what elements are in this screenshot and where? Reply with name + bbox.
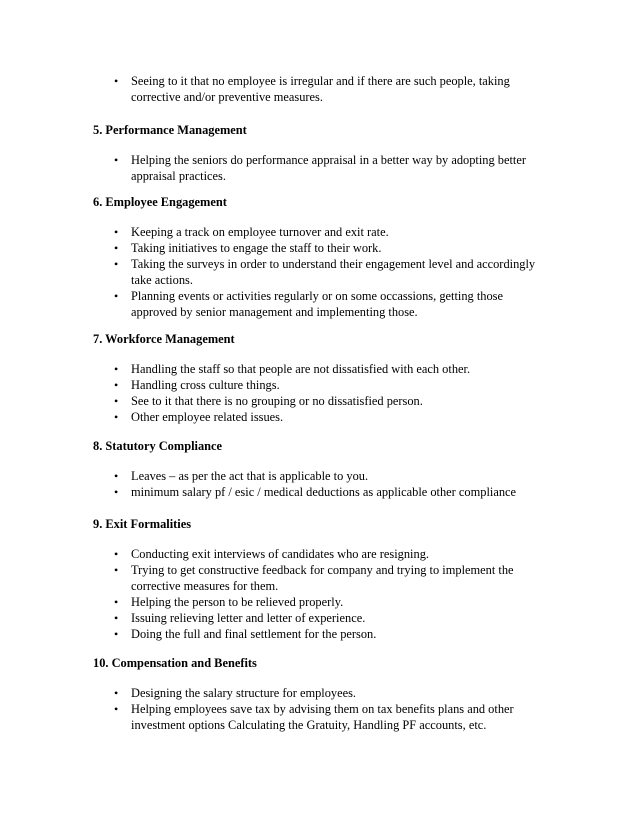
list-item-text: Helping the person to be relieved properly.: [131, 595, 344, 609]
list-item: [93, 594, 551, 610]
section-workforce-management: [93, 331, 553, 425]
list-item-text: minimum salary pf / esic / medical deductions as applicable other compliance: [131, 485, 517, 499]
list-item-text: Helping the seniors do performance appraisal in a better way by adopting better appraisal practices.: [131, 153, 526, 183]
bullet-icon: •: [114, 469, 119, 483]
intro-section: [93, 73, 553, 105]
section-list: [93, 468, 553, 500]
section-exit-formalities: [93, 516, 553, 642]
bullet-icon: •: [114, 362, 119, 376]
list-item: [93, 685, 551, 701]
bullet-icon: •: [114, 702, 119, 716]
section-compensation-benefits: [93, 655, 553, 733]
bullet-icon: •: [114, 394, 119, 408]
list-item-text: Leaves – as per the act that is applicable to you.: [131, 469, 369, 483]
section-list: [93, 361, 553, 425]
list-item-text: Helping employees save tax by advising them on tax benefits plans and other investment options Calculating the Gratuity, Handling PF accounts, etc.: [131, 702, 514, 732]
bullet-icon: •: [114, 241, 119, 255]
list-item-text: Conducting exit interviews of candidates who are resigning.: [131, 547, 429, 561]
bullet-icon: •: [114, 485, 119, 499]
bullet-icon: •: [114, 225, 119, 239]
bullet-icon: •: [114, 257, 119, 271]
list-item: [93, 256, 551, 288]
list-item: [93, 152, 551, 184]
list-item: [93, 701, 551, 733]
bullet-icon: •: [114, 563, 119, 577]
section-heading: 10. Compensation and Benefits: [93, 656, 257, 670]
bullet-icon: •: [114, 378, 119, 392]
list-item: [93, 409, 551, 425]
list-item-text: Planning events or activities regularly or on some occassions, getting those approved by senior management and implementing those.: [131, 289, 503, 319]
list-item-text: Designing the salary structure for employees.: [131, 686, 357, 700]
bullet-icon: •: [114, 289, 119, 303]
section-heading: 8. Statutory Compliance: [93, 439, 223, 453]
list-item-text: Trying to get constructive feedback for company and trying to implement the corrective measures for them.: [131, 563, 514, 593]
section-heading: 6. Employee Engagement: [93, 195, 227, 209]
list-item-text: Issuing relieving letter and letter of experience.: [131, 611, 366, 625]
list-item: [93, 361, 551, 377]
list-item-text: Handling the staff so that people are not dissatisfied with each other.: [131, 362, 471, 376]
bullet-icon: •: [114, 627, 119, 641]
list-item: [93, 224, 551, 240]
section-heading: 7. Workforce Management: [93, 332, 235, 346]
list-item-text: Other employee related issues.: [131, 410, 284, 424]
list-item-text: Doing the full and final settlement for the person.: [131, 627, 377, 641]
list-item: [93, 393, 551, 409]
list-item-text: Taking the surveys in order to understand their engagement level and accordingly take actions.: [131, 257, 536, 287]
section-performance-management: [93, 122, 553, 184]
list-item: [93, 484, 551, 500]
list-item-text: Handling cross culture things.: [131, 378, 280, 392]
list-item-text: Taking initiatives to engage the staff to their work.: [131, 241, 382, 255]
bullet-icon: •: [114, 595, 119, 609]
section-list: [93, 224, 553, 320]
list-item: [93, 546, 551, 562]
section-employee-engagement: [93, 194, 553, 320]
bullet-icon: •: [114, 686, 119, 700]
bullet-icon: •: [114, 611, 119, 625]
section-list: [93, 152, 553, 184]
list-item: [93, 377, 551, 393]
section-list: [93, 685, 553, 733]
list-item: [93, 288, 551, 320]
bullet-icon: •: [114, 547, 119, 561]
bullet-icon: •: [114, 153, 119, 167]
list-item-text: Seeing to it that no employee is irregular and if there are such people, taking corrective and/or preventive measures.: [131, 74, 510, 104]
list-item-text: See to it that there is no grouping or no dissatisfied person.: [131, 394, 423, 408]
bullet-icon: •: [114, 410, 119, 424]
section-list: [93, 546, 553, 642]
list-item: [93, 468, 551, 484]
section-statutory-compliance: [93, 438, 553, 500]
list-item: [93, 562, 551, 594]
section-heading: 5. Performance Management: [93, 123, 247, 137]
section-heading: 9. Exit Formalities: [93, 517, 192, 531]
list-item-text: Keeping a track on employee turnover and exit rate.: [131, 225, 389, 239]
list-item: [93, 626, 551, 642]
list-item: [93, 610, 551, 626]
bullet-icon: •: [114, 74, 119, 88]
list-item: [93, 240, 551, 256]
list-item: [93, 73, 551, 105]
intro-list: [93, 73, 553, 105]
